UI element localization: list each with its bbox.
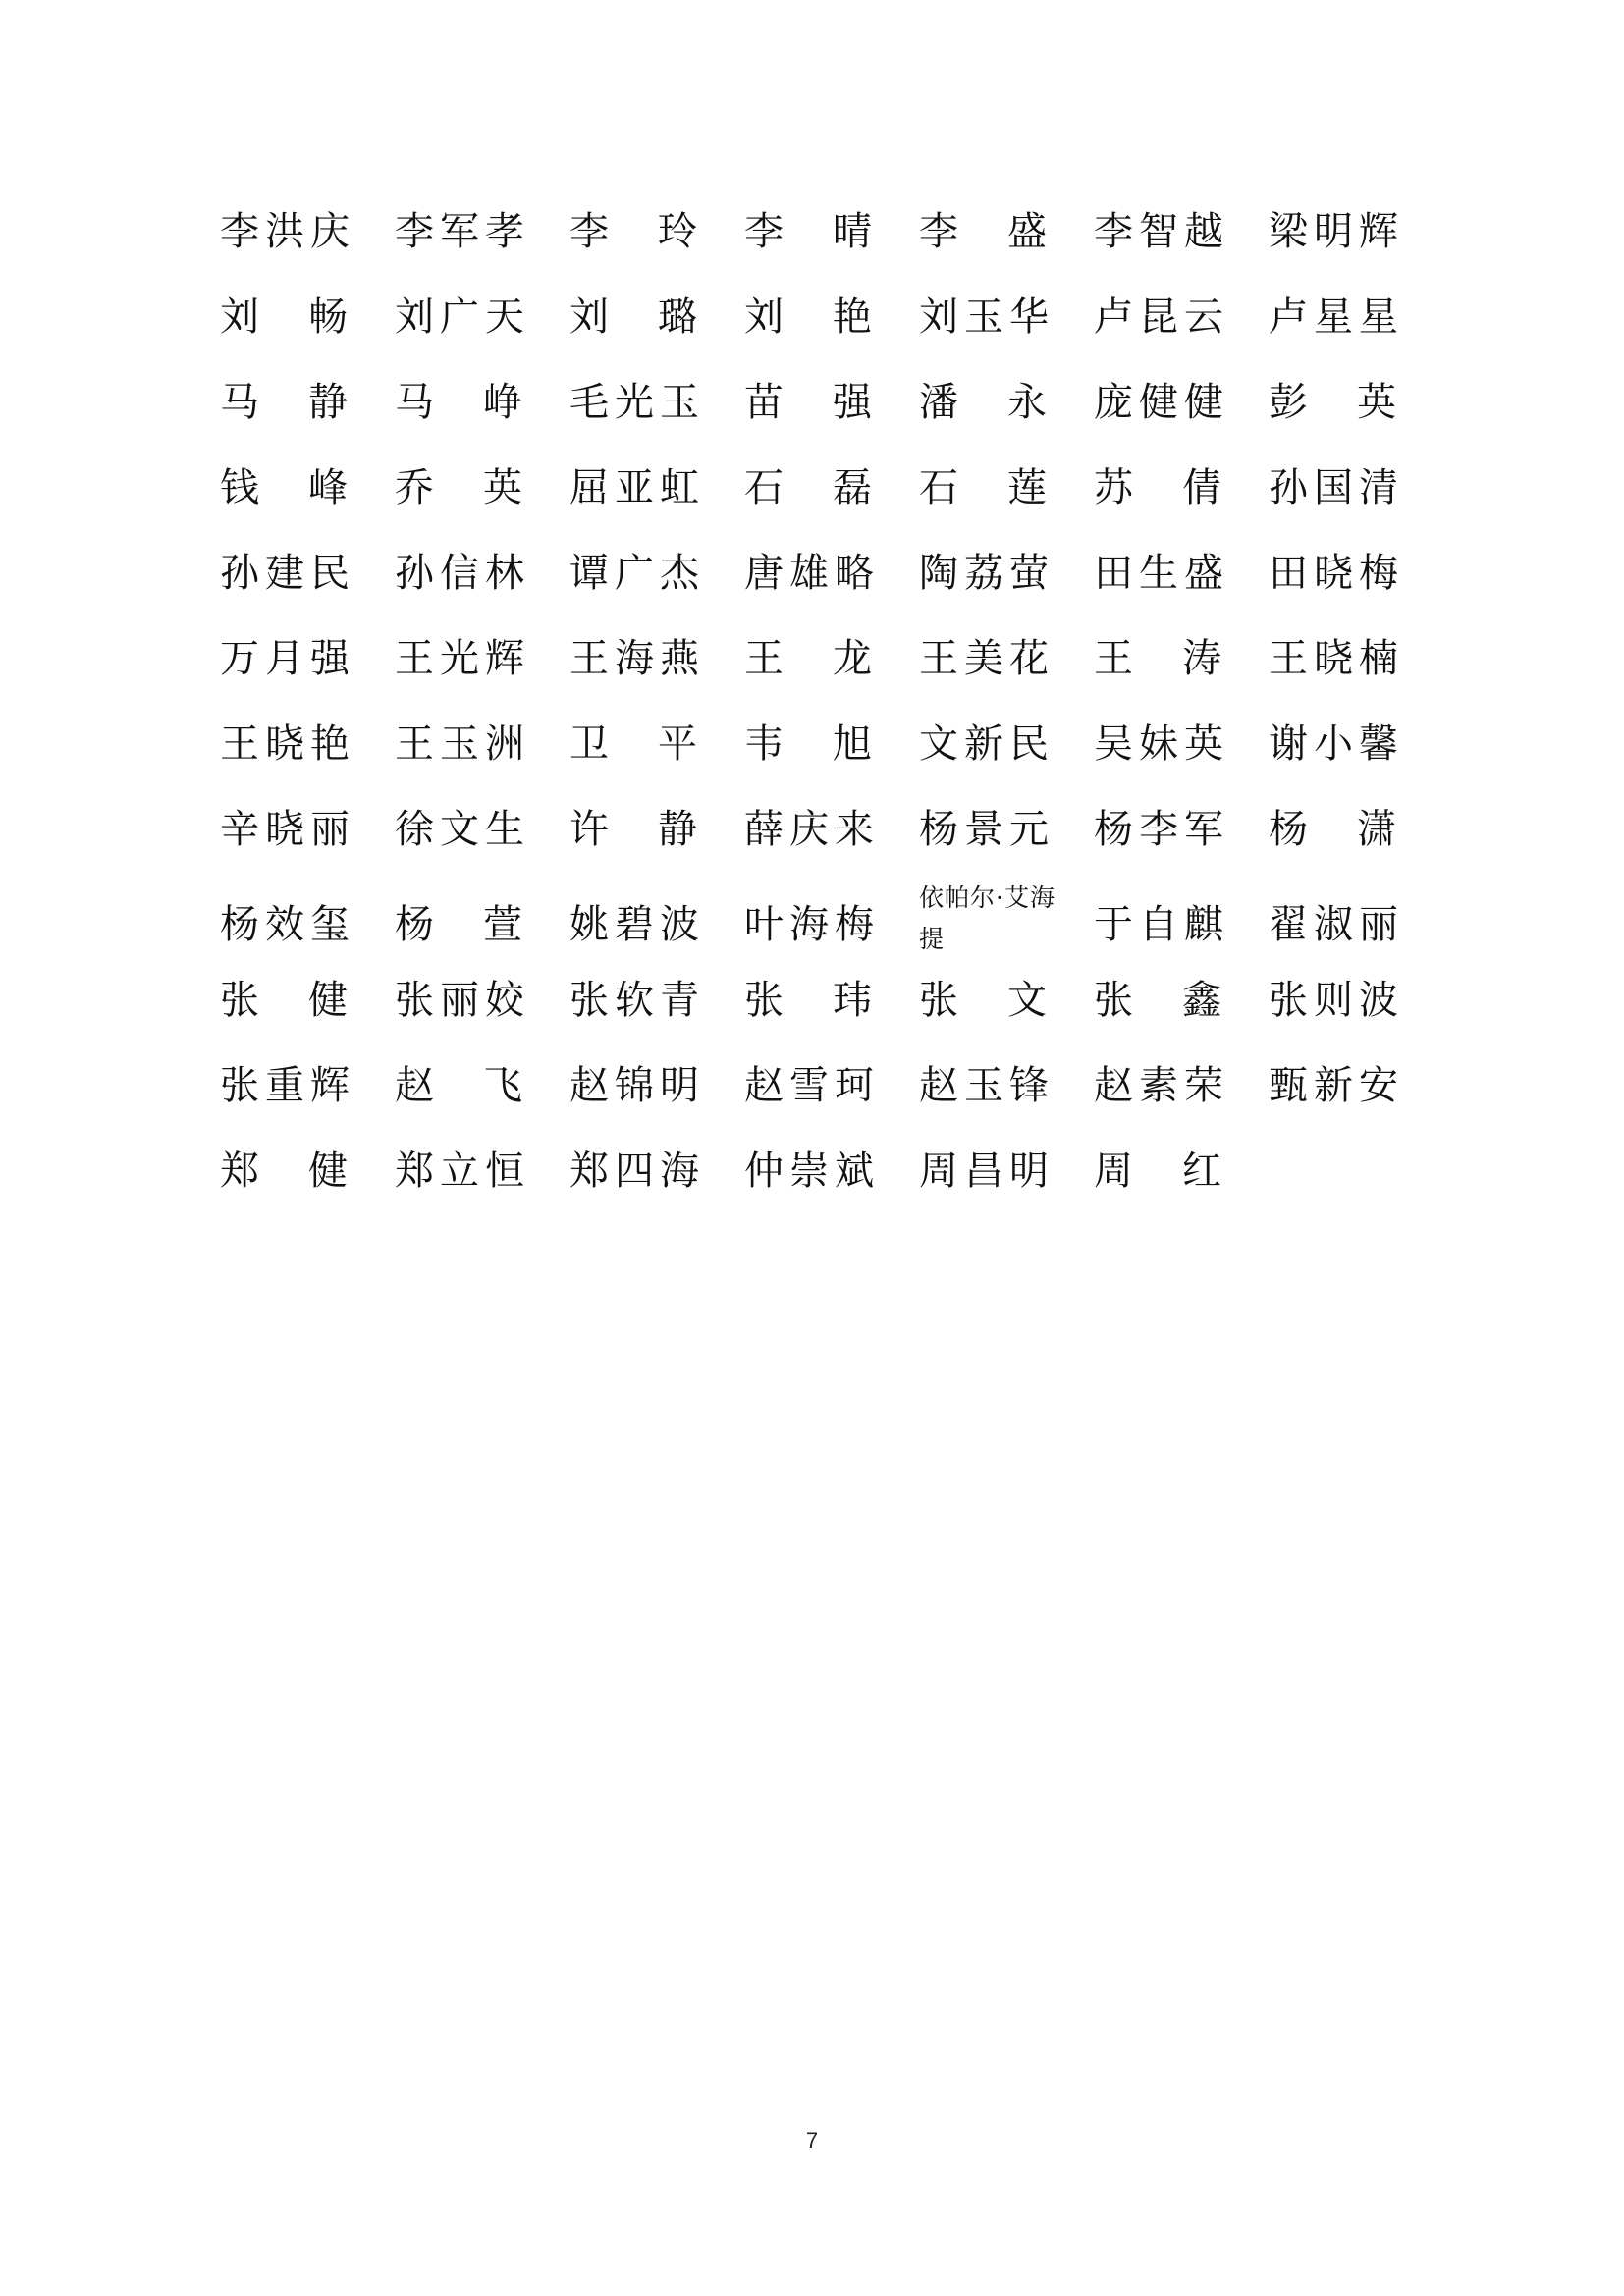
person-name: 毛光玉 [569, 379, 705, 425]
person-name: 唐雄略 [744, 550, 880, 596]
name-char: 卫 [569, 721, 609, 767]
name-char: 艳 [833, 294, 872, 340]
name-char: 刘 [569, 294, 609, 340]
person-name [919, 359, 1047, 445]
person-name: 卢星星 [1269, 294, 1404, 340]
person-name: 赵雪珂 [744, 1062, 880, 1108]
person-name [1094, 445, 1221, 530]
name-char: 周 [1094, 1148, 1133, 1194]
person-name [744, 701, 872, 786]
person-name [1269, 359, 1396, 445]
name-char: 张 [220, 977, 259, 1023]
person-name: 孙信林 [395, 550, 530, 596]
person-name: 谭广杰 [569, 550, 705, 596]
name-char: 飞 [483, 1062, 522, 1108]
name-char: 玲 [658, 208, 697, 254]
person-name [1094, 615, 1221, 701]
name-char: 强 [833, 379, 872, 425]
name-char: 璐 [658, 294, 697, 340]
person-name [569, 274, 697, 359]
name-char: 晴 [833, 208, 872, 254]
name-char: 张 [919, 977, 958, 1023]
person-name [395, 1042, 522, 1128]
person-name: 周昌明 [919, 1148, 1055, 1194]
person-name: 王美花 [919, 635, 1055, 681]
name-char: 文 [1007, 977, 1047, 1023]
person-name: 文新民 [919, 721, 1055, 767]
person-name: 陶荔萤 [919, 550, 1055, 596]
person-name: 叶海梅 [744, 902, 880, 947]
person-name: 于自麒 [1094, 902, 1229, 947]
name-char: 许 [569, 806, 609, 852]
person-name [220, 359, 348, 445]
person-name: 徐文生 [395, 806, 530, 852]
name-char: 峥 [483, 379, 522, 425]
person-name [744, 445, 872, 530]
name-char: 倩 [1182, 464, 1221, 510]
name-char: 萱 [483, 902, 522, 947]
name-char: 永 [1007, 379, 1047, 425]
person-name [220, 957, 348, 1042]
person-name [744, 274, 872, 359]
name-char: 涛 [1182, 635, 1221, 681]
person-name: 张重辉 [220, 1062, 355, 1108]
page-number: 7 [805, 2128, 819, 2153]
name-char: 峰 [308, 464, 348, 510]
person-name [395, 445, 522, 530]
name-char: 杨 [1269, 806, 1308, 852]
name-char: 畅 [308, 294, 348, 340]
name-char: 玮 [833, 977, 872, 1023]
name-char: 英 [483, 464, 522, 510]
person-name [744, 957, 872, 1042]
person-name: 谢小馨 [1269, 721, 1404, 767]
name-char: 乔 [395, 464, 434, 510]
name-char: 盛 [1007, 208, 1047, 254]
name-char: 张 [744, 977, 784, 1023]
person-name: 刘广天 [395, 294, 530, 340]
person-name: 赵素荣 [1094, 1062, 1229, 1108]
person-name: 仲崇斌 [744, 1148, 880, 1194]
person-name [744, 359, 872, 445]
name-char: 王 [1094, 635, 1133, 681]
person-name: 张软青 [569, 977, 705, 1023]
name-char: 潇 [1357, 806, 1396, 852]
name-char: 李 [744, 208, 784, 254]
person-name: 甄新安 [1269, 1062, 1404, 1108]
name-char: 龙 [833, 635, 872, 681]
name-char: 红 [1182, 1148, 1221, 1194]
person-name: 张丽姣 [395, 977, 530, 1023]
name-char: 鑫 [1182, 977, 1221, 1023]
person-name: 翟淑丽 [1269, 902, 1404, 947]
name-char: 钱 [220, 464, 259, 510]
name-char: 赵 [395, 1062, 434, 1108]
person-name: 王海燕 [569, 635, 705, 681]
name-char: 静 [658, 806, 697, 852]
person-name: 田晓梅 [1269, 550, 1404, 596]
person-name: 王晓楠 [1269, 635, 1404, 681]
name-char: 张 [1094, 977, 1133, 1023]
name-char: 石 [744, 464, 784, 510]
name-char: 英 [1357, 379, 1396, 425]
person-name: 李洪庆 [220, 208, 355, 254]
person-name [744, 188, 872, 274]
name-char: 旭 [833, 721, 872, 767]
name-char: 平 [658, 721, 697, 767]
name-char: 潘 [919, 379, 958, 425]
person-name [569, 701, 697, 786]
name-char: 马 [220, 379, 259, 425]
person-name: 辛晓丽 [220, 806, 355, 852]
name-char: 磊 [833, 464, 872, 510]
person-name [1269, 786, 1396, 872]
person-name [395, 359, 522, 445]
name-char: 杨 [395, 902, 434, 947]
person-name: 杨李军 [1094, 806, 1229, 852]
person-name [1094, 957, 1221, 1042]
person-name [220, 445, 348, 530]
person-name: 王晓艳 [220, 721, 355, 767]
person-name: 依帕尔·艾海提 [919, 883, 1056, 953]
person-name [569, 786, 697, 872]
person-name: 杨效玺 [220, 902, 355, 947]
person-name: 姚碧波 [569, 902, 705, 947]
person-name [1094, 1128, 1221, 1213]
person-name: 田生盛 [1094, 550, 1229, 596]
person-name [744, 615, 872, 701]
person-name: 王玉洲 [395, 721, 530, 767]
name-char: 石 [919, 464, 958, 510]
name-char: 刘 [744, 294, 784, 340]
person-name: 庞健健 [1094, 379, 1229, 425]
person-name: 李智越 [1094, 208, 1229, 254]
person-name: 张则波 [1269, 977, 1404, 1023]
name-char: 王 [744, 635, 784, 681]
person-name: 赵锦明 [569, 1062, 705, 1108]
person-name [919, 957, 1047, 1042]
person-name: 郑四海 [569, 1148, 705, 1194]
person-name: 郑立恒 [395, 1148, 530, 1194]
name-char: 苏 [1094, 464, 1133, 510]
person-name: 杨景元 [919, 806, 1055, 852]
person-name: 刘玉华 [919, 294, 1055, 340]
person-name: 赵玉锋 [919, 1062, 1055, 1108]
person-name [220, 1128, 348, 1213]
name-char: 刘 [220, 294, 259, 340]
person-name: 薛庆来 [744, 806, 880, 852]
person-name [569, 188, 697, 274]
name-char: 健 [308, 1148, 348, 1194]
person-name: 屈亚虹 [569, 464, 705, 510]
name-char: 李 [569, 208, 609, 254]
name-char: 静 [308, 379, 348, 425]
name-char: 彭 [1269, 379, 1308, 425]
name-char: 郑 [220, 1148, 259, 1194]
person-name: 万月强 [220, 635, 355, 681]
person-name: 卢昆云 [1094, 294, 1229, 340]
person-name [919, 188, 1047, 274]
person-name: 孙国清 [1269, 464, 1404, 510]
person-name: 孙建民 [220, 550, 355, 596]
name-char: 李 [919, 208, 958, 254]
person-name: 吴妹英 [1094, 721, 1229, 767]
person-name: 王光辉 [395, 635, 530, 681]
name-list [220, 188, 1428, 1213]
person-name: 李军孝 [395, 208, 530, 254]
name-char: 韦 [744, 721, 784, 767]
person-name [220, 274, 348, 359]
person-name [919, 445, 1047, 530]
name-char: 苗 [744, 379, 784, 425]
name-char: 健 [308, 977, 348, 1023]
name-char: 马 [395, 379, 434, 425]
name-char: 莲 [1007, 464, 1047, 510]
person-name: 梁明辉 [1269, 208, 1404, 254]
